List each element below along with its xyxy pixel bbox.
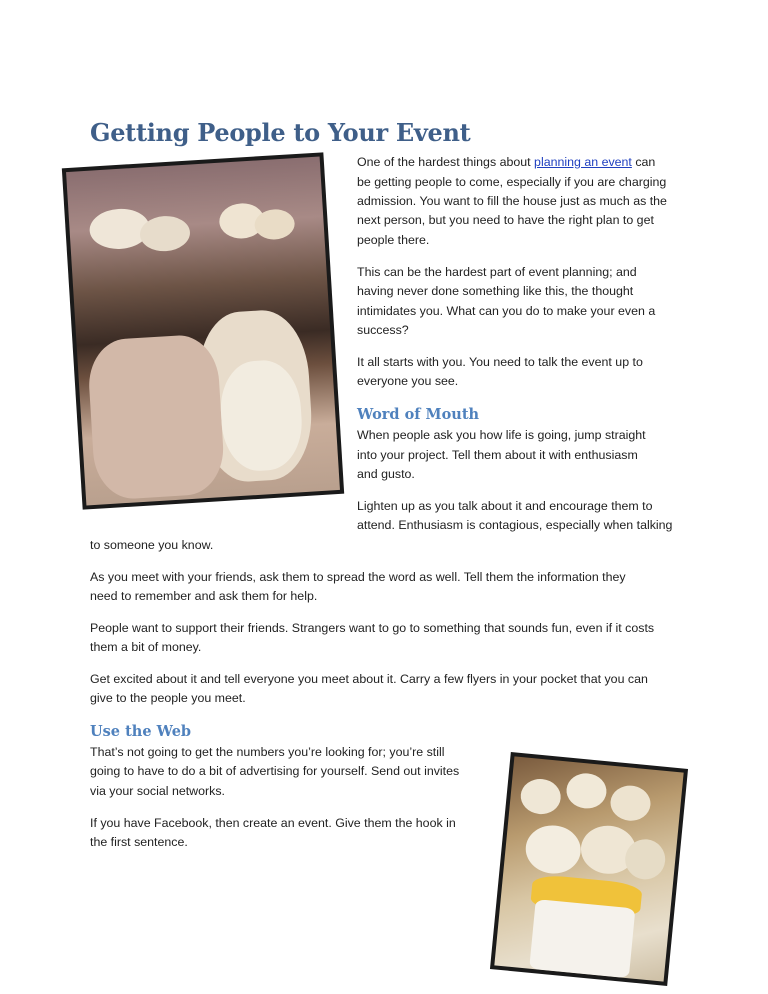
event-table-photo (62, 152, 344, 509)
wom-p1-line-3: and gusto. (357, 467, 415, 481)
wom-p1-line-1: When people ask you how life is going, jump straight (357, 428, 646, 442)
use-the-web-heading: Use the Web (90, 723, 192, 740)
para2-line-2: having never done something like this, the thought (357, 284, 634, 298)
wom-p5-line-1: Get excited about it and tell everyone you meet about it. Carry a few flyers in your pocket that you can (90, 672, 648, 686)
word-of-mouth-heading: Word of Mouth (357, 406, 480, 423)
para2-line-4: success? (357, 323, 409, 337)
web-p1-line-1: That’s not going to get the numbers you’re looking for; you’re still (90, 745, 445, 759)
intro-line-4: next person, but you need to have the right plan to get (357, 213, 654, 227)
planning-event-link[interactable]: planning an event (534, 155, 632, 169)
intro-line-1: One of the hardest things about planning an event can (357, 155, 656, 169)
wom-p2-line-2: attend. Enthusiasm is contagious, especially when talking (357, 518, 673, 532)
web-p2-line-2: the first sentence. (90, 835, 188, 849)
para2-line-3: intimidates you. What can you do to make your even a (357, 304, 656, 318)
wom-p5-line-2: give to the people you meet. (90, 691, 246, 705)
wom-p3-line-1: As you meet with your friends, ask them to spread the word as well. Tell them the information they (90, 570, 626, 584)
para2-line-1: This can be the hardest part of event planning; and (357, 265, 637, 279)
web-p1-line-2: going to have to do a bit of advertising for yourself. Send out invites (90, 764, 460, 778)
wom-p3-line-2: need to remember and ask them for help. (90, 589, 318, 603)
wom-p1-line-2: into your project. Tell them about it with enthusiasm (357, 448, 638, 462)
web-p2-line-1: If you have Facebook, then create an event. Give them the hook in (90, 816, 456, 830)
wom-p4-line-1: People want to support their friends. Strangers want to go to something that sounds fun, even if it costs (90, 621, 655, 635)
intro-line-3: admission. You want to fill the house just as much as the (357, 194, 667, 208)
para3-line-2: everyone you see. (357, 374, 459, 388)
page-title: Getting People to Your Event (90, 118, 471, 147)
intro-line-5: people there. (357, 233, 430, 247)
intro-line-2: be getting people to come, especially if you are charging (357, 175, 667, 189)
wom-p2-line-1: Lighten up as you talk about it and encourage them to (357, 499, 653, 513)
cupcakes-photo (490, 752, 688, 986)
web-p1-line-3: via your social networks. (90, 784, 225, 798)
wom-p2-line-3: to someone you know. (90, 538, 214, 552)
para3-line-1: It all starts with you. You need to talk the event up to (357, 355, 643, 369)
wom-p4-line-2: them a bit of money. (90, 640, 202, 654)
